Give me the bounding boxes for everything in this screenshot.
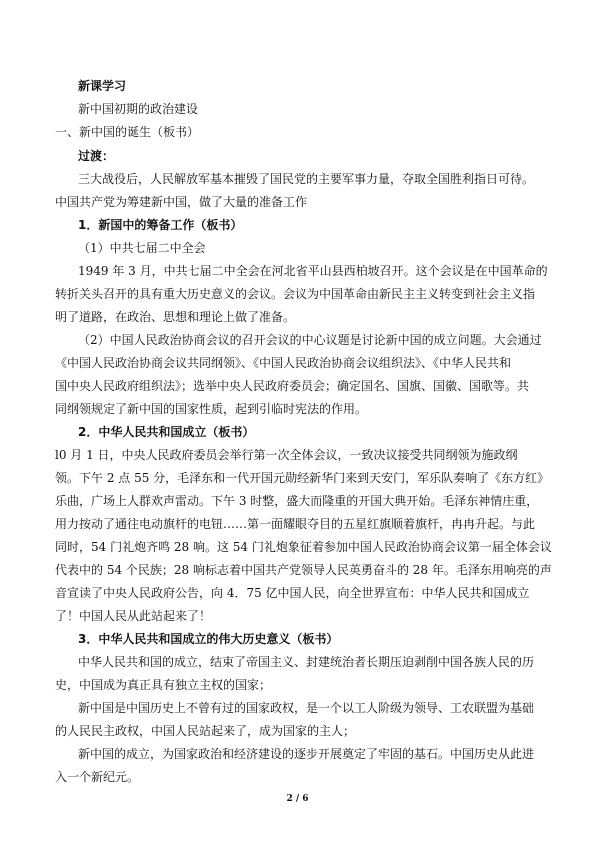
list-item: （1）中共七届二中全会 [78,241,206,255]
paragraph-line: 乐曲，广场上人群欢声雷动。下午 3 时整，盛大而隆重的开国大典开始。毛泽东神情庄重， [55,494,539,508]
subsection-title: 3．中华人民共和国成立的伟大历史意义（板书） [78,632,339,646]
paragraph-line: 代表中的 54 个民族；28 响标志着中国共产党领导人民英勇奋斗的 28 年。毛泽东用响亮的声 [55,563,552,577]
section-title: 一、新中国的诞生（板书） [55,125,200,139]
subsection-title: 1．新国中的筹备工作（板书） [78,218,243,232]
paragraph-line: 明了道路，在政治、思想和理论上做了准备。 [55,310,296,324]
paragraph-line: 领。下午 2 点 55 分，毛泽东和一代开国元勋经新华门来到天安门，军乐队奏响了《东方红》 [55,471,550,485]
paragraph-line: 中华人民共和国的成立，结束了帝国主义、封建统治者长期压迫剥削中国各族人民的历 [78,655,535,669]
transition-label: 过渡： [78,149,115,163]
paragraph-line: 中国共产党为筹建新中国，做了大量的准备工作 [55,195,308,209]
paragraph-line: 的人民民主政权，中国人民站起来了，成为国家的主人； [55,724,356,738]
paragraph-line: 同时，54 门礼炮齐鸣 28 响。这 54 门礼炮象征着参加中国人民政治协商会议第一届全体会议 [55,540,552,554]
paragraph-line: 转折关头召开的具有重大历史意义的会议。会议为中国革命由新民主主义转变到社会主义指 [55,287,536,301]
paragraph-line: 用力按动了通往电动旗杆的电钮……第一面耀眼夺目的五星红旗顺着旗杆，冉冉升起。与此 [55,517,536,531]
paragraph-line: 新中国的成立，为国家政治和经济建设的逐步开展奠定了牢固的基石。中国历史从此进 [78,747,535,761]
paragraph-line: l0 月 1 日，中央人民政府委员会举行第一次全体会议，一致决议接受共同纲领为施政纲 [55,448,518,462]
paragraph-line: 史，中国成为真正具有独立主权的国家； [55,678,272,692]
paragraph-line: 新中国是中国历史上不曾有过的国家政权，是一个以工人阶级为领导、工农联盟为基础 [78,701,535,715]
paragraph-line: 国中央人民政府组织法》；选举中央人民政府委员会；确定国名、国旗、国徽、国歌等。共 [55,379,530,393]
paragraph-line: 同纲领规定了新中国的国家性质，起到引临时宪法的作用。 [55,402,368,416]
paragraph-line: 1949 年 3 月，中共七届二中全会在河北省平山县西柏坡召开。这个会议是在中国革命的 [78,264,548,278]
page-number: 2 / 6 [286,794,309,804]
paragraph-line: 入一个新纪元。 [55,770,140,784]
paragraph-line: 三大战役后，人民解放军基本摧毁了国民党的主要军事力量，夺取全国胜利指日可待。 [78,172,535,186]
subheading: 新中国初期的政治建设 [78,102,199,116]
paragraph-line: 《中国人民政治协商会议共同纲领》、《中国人民政治协商会议组织法》、《中华人民共和 [55,356,512,370]
heading: 新课学习 [78,79,127,93]
paragraph-line: （2）中国人民政治协商会议的召开会议的中心议题是讨论新中国的成立问题。大会通过 [78,333,542,347]
paragraph-line: 了！中国人民从此站起来了！ [55,609,212,623]
paragraph-line: 音宣读了中央人民政府公告，向 4．75 亿中国人民，向全世界宣布：中华人民共和国成立 [55,586,530,600]
subsection-title: 2．中华人民共和国成立（板书） [78,425,255,439]
